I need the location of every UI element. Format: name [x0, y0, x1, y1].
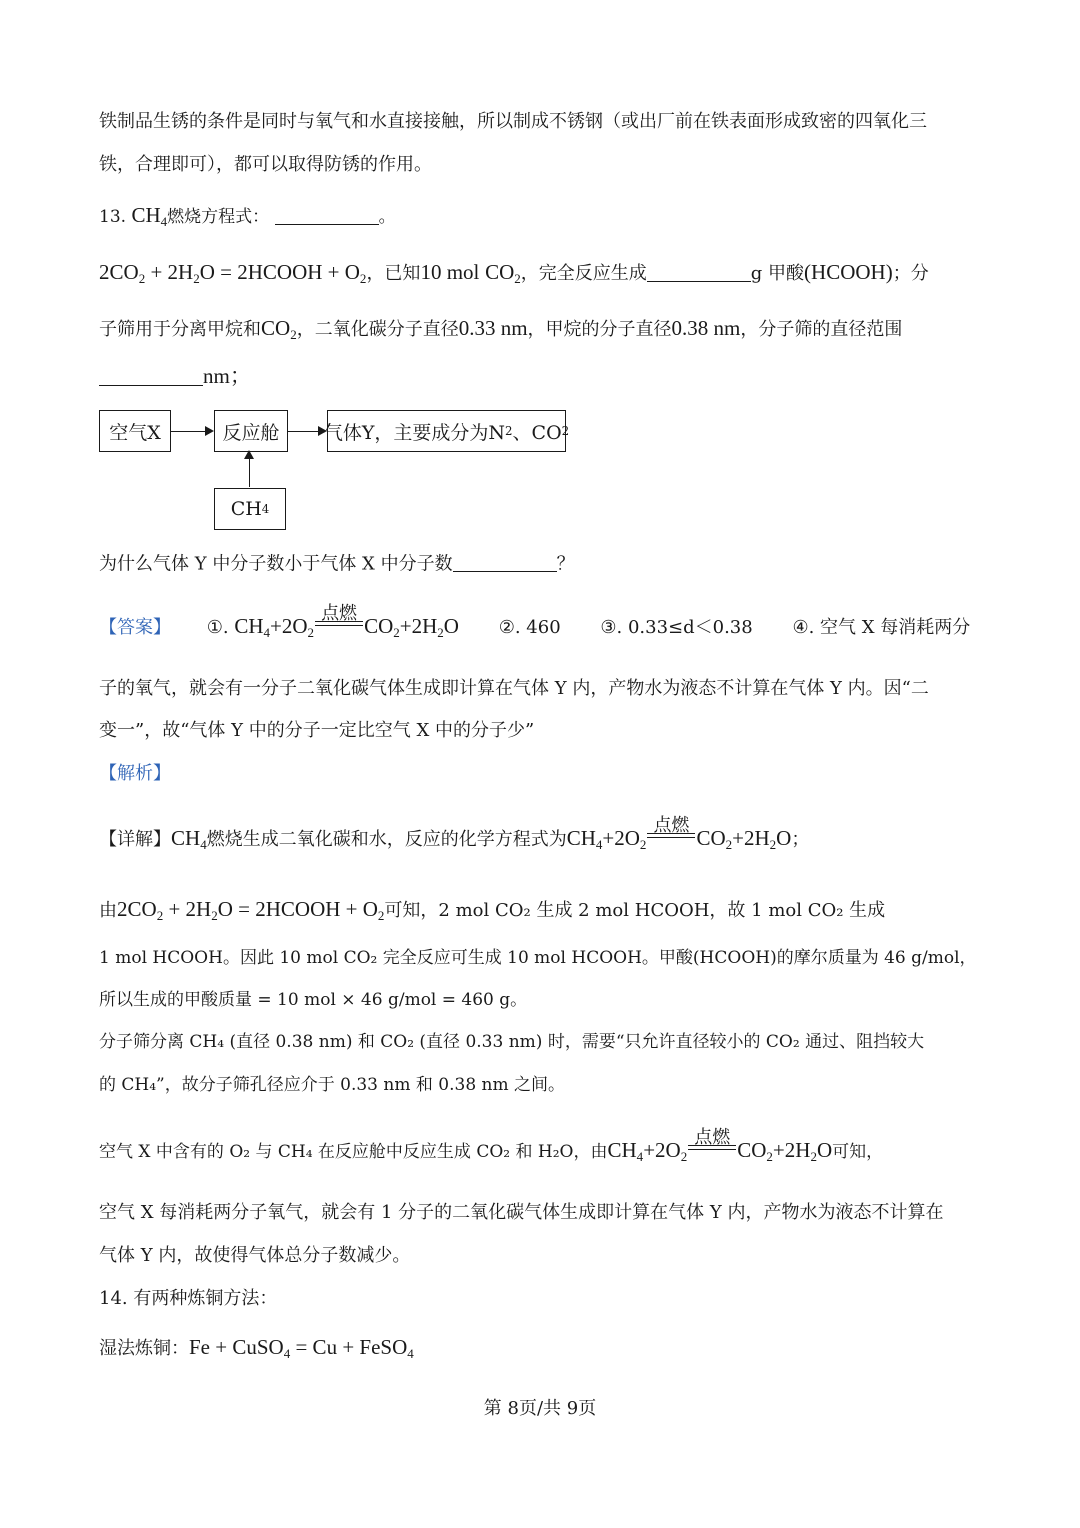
- ch4-formula: $CH_4$: [131, 203, 168, 229]
- q13-question: 为什么气体 Y 中分子数小于气体 X 中分子数 ？: [99, 553, 575, 575]
- combustion-equation-1: $CH_4+2O_2$ 点燃 $CO_2+2H_2O$: [234, 602, 459, 640]
- combustion-equation-3: $CH_4+2O_2$ 点燃 $CO_2+2H_2O$: [607, 1126, 833, 1164]
- box-air-x: 空气X: [99, 410, 171, 452]
- q13-line-1-text: 燃烧方程式：: [167, 207, 270, 227]
- answer-blank-4[interactable]: [453, 553, 557, 572]
- detail-line-3: 1 mol HCOOH。因此 10 mol CO₂ 完全反应可生成 10 mol HCOOH。甲酸(HCOOH)的摩尔质量为 46 g/mol，: [99, 948, 977, 968]
- q13-number: 13.: [99, 207, 127, 227]
- reaction-condition: 点燃: [315, 621, 363, 631]
- q14-line-2: 湿法炼铜：Fe + CuSO$_4$ = Cu + FeSO$_4$: [99, 1335, 414, 1361]
- detail-line-5: 分子筛分离 CH₄ (直径 0.38 nm) 和 CO₂ (直径 0.33 nm) 时，需要“只允许直径较小的 CO₂ 通过、阻挡较大: [99, 1032, 925, 1052]
- page-footer: 第 8页/共 9页: [483, 1398, 597, 1419]
- q13-line-2: $2CO_2 + 2H_2O$ = 2HCOOH + $O_2$，已知10 mol $CO_2$，完全反应生成 g 甲酸(HCOOH)；分: [99, 260, 929, 286]
- answer-blank-2[interactable]: [647, 263, 751, 282]
- answer-tag: 【答案】: [99, 617, 171, 638]
- answer-line-3: 变一”，故“气体 Y 中的分子一定比空气 X 中的分子少”: [99, 720, 535, 741]
- answer-blank-3[interactable]: [99, 367, 203, 386]
- answer-line-2: 子的氧气，就会有一分子二氧化碳气体生成即计算在气体 Y 内，产物水为液态不计算在气体 Y 内。因“二: [99, 678, 929, 699]
- q13-line-3: 子筛用于分离甲烷和$CO_2$，二氧化碳分子直径0.33 nm，甲烷的分子直径0.38 nm，分子筛的直径范围: [99, 316, 903, 342]
- intro-line-2: 铁，合理即可），都可以取得防锈的作用。: [99, 154, 432, 175]
- answer-line-1: 【答案】 ①. $CH_4+2O_2$ 点燃 $CO_2+2H_2O$ ②. 460 ③. 0.33≤d＜0.38 ④. 空气 X 每消耗两分: [99, 602, 971, 640]
- intro-line-1: 铁制品生锈的条件是同时与氧气和水直接接触，所以制成不锈钢（或出厂前在铁表面形成致密的四氧化三: [99, 111, 927, 132]
- detail-line-6: 的 CH₄”，故分子筛孔径应介于 0.33 nm 和 0.38 nm 之间。: [99, 1075, 566, 1095]
- detail-line-4: 所以生成的甲酸质量 = 10 mol × 46 g/mol = 460 g。: [99, 990, 528, 1010]
- box-gas-y: 气体Y，主要成分为N 2 、CO 2: [327, 410, 566, 452]
- detail-line-7: 空气 X 中含有的 O₂ 与 CH₄ 在反应舱中反应生成 CO₂ 和 H₂O，由$CH_4+2O_2$ 点燃 $CO_2+2H_2O$可知，: [99, 1126, 884, 1164]
- q13-line-1: 13. $CH_4$燃烧方程式： 。: [99, 203, 396, 229]
- arrow-reactor-to-gas-y: [287, 431, 325, 432]
- box-reactor: 反应舱: [214, 410, 288, 452]
- answer-blank-1[interactable]: [275, 207, 379, 225]
- detail-line-9: 气体 Y 内，故使得气体总分子数减少。: [99, 1245, 411, 1266]
- q14-line-1: 14. 有两种炼铜方法：: [99, 1288, 278, 1309]
- arrow-ch4-to-reactor: [249, 452, 250, 487]
- analysis-tag: 【解析】: [99, 763, 171, 784]
- copper-equation: Fe + CuSO$_4$ = Cu + FeSO$_4$: [189, 1335, 414, 1361]
- q13-line-4: nm；: [99, 366, 251, 387]
- combustion-equation-2: $CH_4+2O_2$ 点燃 $CO_2+2H_2O$: [566, 814, 792, 852]
- formic-equation: $2CO_2 + 2H_2O$ = 2HCOOH + $O_2$: [99, 260, 367, 286]
- formic-equation-2: $2CO_2 + 2H_2O$ = 2HCOOH + $O_2$: [117, 897, 385, 923]
- detail-line-2: 由$2CO_2 + 2H_2O$ = 2HCOOH + $O_2$可知，2 mol CO₂ 生成 2 mol HCOOH，故 1 mol CO₂ 生成: [99, 897, 886, 923]
- detail-line-1: 【详解】$CH_4$燃烧生成二氧化碳和水，反应的化学方程式为$CH_4+2O_2$ 点燃 $CO_2+2H_2O$；: [99, 814, 810, 852]
- arrow-air-to-reactor: [170, 431, 212, 432]
- box-ch4: CH 4: [214, 488, 286, 530]
- detail-line-8: 空气 X 每消耗两分子氧气，就会有 1 分子的二氧化碳气体生成即计算在气体 Y 内，产物水为液态不计算在: [99, 1202, 944, 1223]
